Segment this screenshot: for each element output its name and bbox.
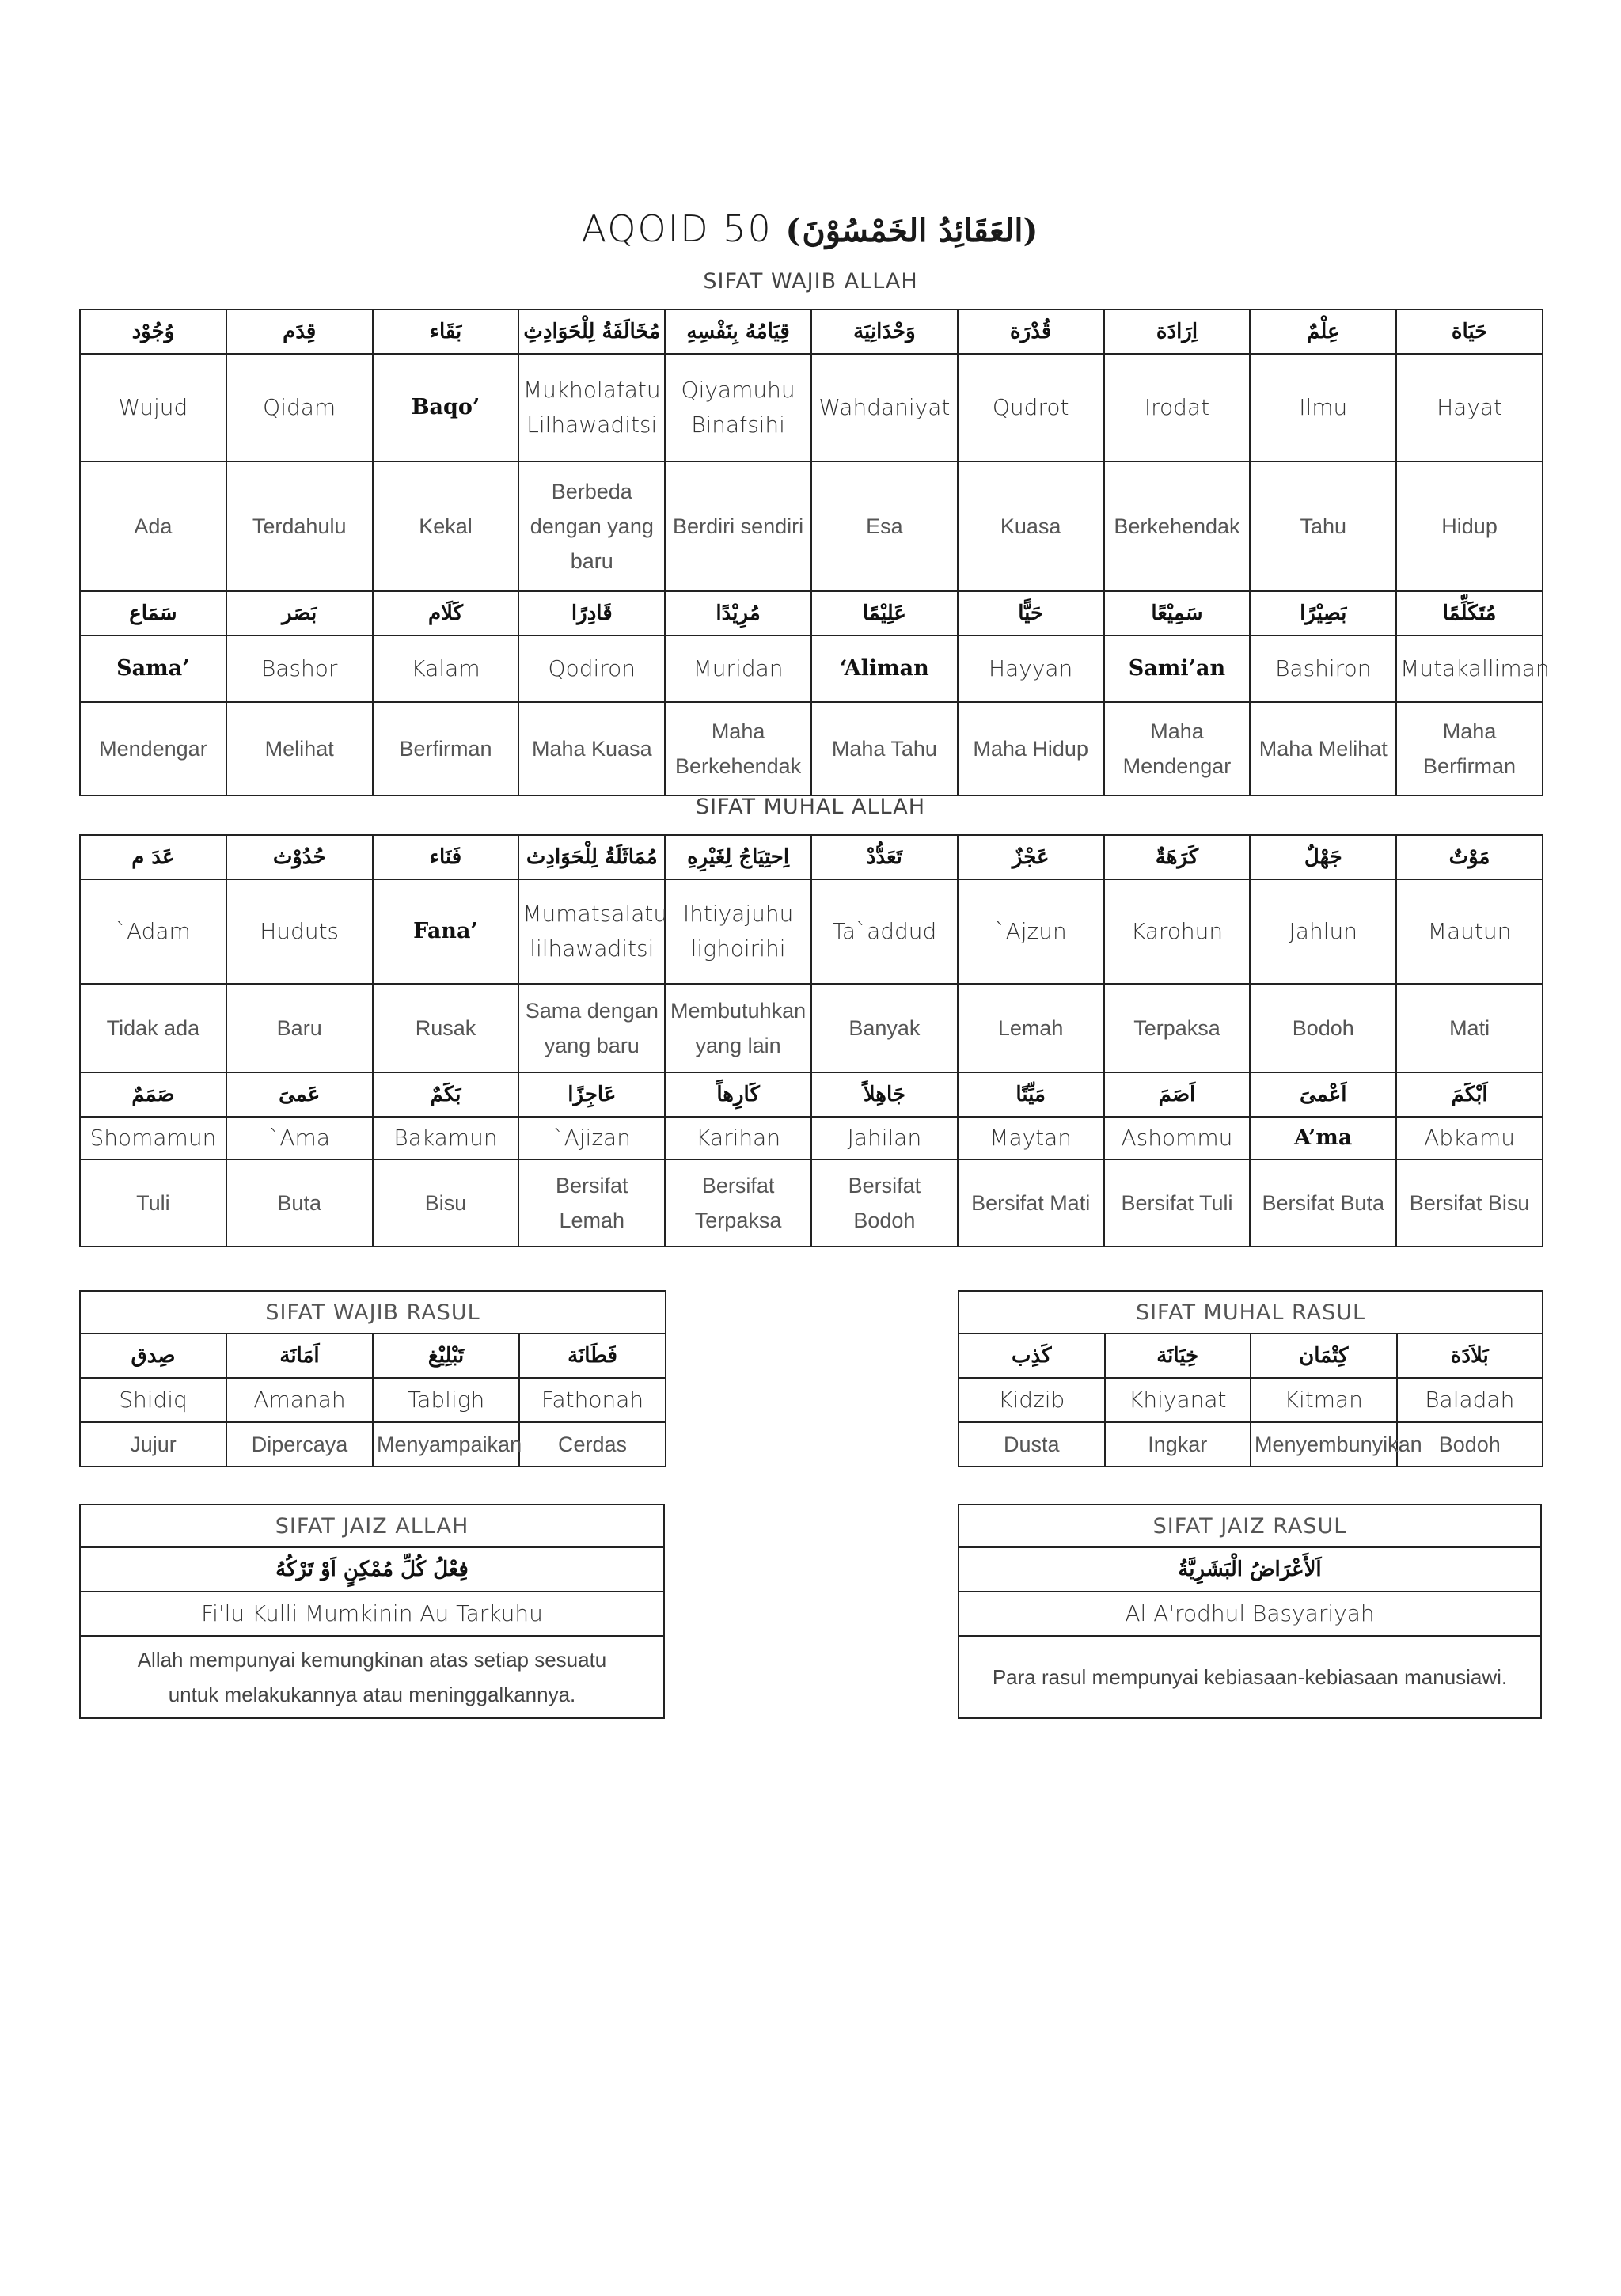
arabic-cell: قَادِرًا [518, 591, 665, 636]
meaning-cell: Menyampaikan [373, 1422, 519, 1467]
latin-row [80, 1378, 666, 1422]
meaning-cell: Dipercaya [226, 1422, 373, 1467]
arabic-cell: عَمىَ [226, 1072, 373, 1117]
arabic-row [80, 309, 1543, 354]
arabic-cell: حَيًّا [958, 591, 1104, 636]
meaning-cell: Kuasa [958, 461, 1104, 591]
arabic-cell: كَذِب [959, 1334, 1105, 1378]
latin-cell: Qiyamuhu Binafsihi [665, 354, 811, 461]
latin-cell: Ilmu [1250, 354, 1396, 461]
latin-cell: `Ajzun [958, 879, 1104, 984]
wajib-rasul-label: SIFAT WAJIB RASUL [80, 1291, 666, 1334]
latin-cell: Shomamun [80, 1117, 226, 1159]
latin-cell: Shidiq [80, 1378, 226, 1422]
arabic-cell: عَلِيْمًا [811, 591, 958, 636]
latin-row [959, 1378, 1543, 1422]
arabic-cell: بَقَاء [373, 309, 519, 354]
latin-cell: Baladah [1397, 1378, 1543, 1422]
meaning-cell: Ada [80, 461, 226, 591]
latin-cell: Qudrot [958, 354, 1104, 461]
arabic-cell: اَمَانَة [226, 1334, 373, 1378]
latin-cell: Qidam [226, 354, 373, 461]
meaning-cell: Melihat [226, 702, 373, 795]
wajib-rasul-table [79, 1290, 666, 1467]
arabic-cell: اِحتِيَاجُ لِغَيْرِهِ [665, 835, 811, 879]
arabic-cell: قِدَم [226, 309, 373, 354]
latin-row [80, 879, 1543, 984]
meaning-cell: Hidup [1396, 461, 1543, 591]
jaiz-allah-arabic: فِعْلُ كُلِّ مُمْكِنٍ اَوْ تَرْكُهُ [80, 1547, 664, 1592]
meaning-cell: Esa [811, 461, 958, 591]
latin-cell: Mautun [1396, 879, 1543, 984]
meaning-cell: Maha Melihat [1250, 702, 1396, 795]
meaning-row [80, 1422, 666, 1467]
latin-cell: Kidzib [959, 1378, 1105, 1422]
meaning-cell: Bersifat Lemah [518, 1159, 665, 1247]
latin-cell: Ihtiyajuhu lighoirihi [665, 879, 811, 984]
latin-row [80, 1117, 1543, 1159]
latin-cell: Amanah [226, 1378, 373, 1422]
meaning-cell: Bersifat Bodoh [811, 1159, 958, 1247]
meaning-row [959, 1422, 1543, 1467]
latin-row [80, 354, 1543, 461]
arabic-cell: كَرَهَةٌ [1104, 835, 1251, 879]
meaning-cell: Bodoh [1250, 984, 1396, 1072]
arabic-cell: كَلَام [373, 591, 519, 636]
wajib-allah-label: SIFAT WAJIB ALLAH [703, 269, 918, 294]
arabic-cell: سَمَاع [80, 591, 226, 636]
arabic-row [959, 1334, 1543, 1378]
meaning-cell: Rusak [373, 984, 519, 1072]
meaning-cell: Tidak ada [80, 984, 226, 1072]
latin-cell: Karihan [665, 1117, 811, 1159]
arabic-cell: صِدق [80, 1334, 226, 1378]
jaiz-allah-meaning: Allah mempunyai kemungkinan atas setiap sesuatu untuk melakukannya atau meninggalkannya. [80, 1636, 664, 1718]
arabic-row [80, 1334, 666, 1378]
latin-row [80, 636, 1543, 702]
arabic-cell: فَنَاء [373, 835, 519, 879]
muhal-rasul-label: SIFAT MUHAL RASUL [959, 1291, 1543, 1334]
meaning-cell: Maha Tahu [811, 702, 958, 795]
latin-cell: Jahilan [811, 1117, 958, 1159]
meaning-cell: Jujur [80, 1422, 226, 1467]
meaning-cell: Sama dengan yang baru [518, 984, 665, 1072]
wajib-allah-table [79, 309, 1550, 796]
meaning-cell: Bersifat Mati [958, 1159, 1104, 1247]
latin-cell: Mutakalliman [1396, 636, 1543, 702]
arabic-cell: تَعَدُّدْ [811, 835, 958, 879]
latin-cell: Kalam [373, 636, 519, 702]
latin-cell: Irodat [1104, 354, 1251, 461]
arabic-cell: قِيَامُهُ بِنَفْسِهِ [665, 309, 811, 354]
jaiz-rasul-latin: Al A'rodhul Basyariyah [959, 1592, 1541, 1636]
meaning-cell: Mendengar [80, 702, 226, 795]
latin-cell: Hayyan [958, 636, 1104, 702]
meaning-cell: Tahu [1250, 461, 1396, 591]
latin-cell: Hayat [1396, 354, 1543, 461]
jaiz-allah-latin: Fi'lu Kulli Mumkinin Au Tarkuhu [80, 1592, 664, 1636]
meaning-cell: Berfirman [373, 702, 519, 795]
latin-cell: Wahdaniyat [811, 354, 958, 461]
arabic-cell: مَيِّتًا [958, 1072, 1104, 1117]
arabic-cell: مَوْتٌ [1396, 835, 1543, 879]
latin-cell: `Ajizan [518, 1117, 665, 1159]
latin-cell: ‘Aliman [811, 636, 958, 702]
arabic-cell: وَحْدَانِيَة [811, 309, 958, 354]
meaning-cell: Maha Mendengar [1104, 702, 1251, 795]
jaiz-rasul-table [958, 1504, 1542, 1719]
meaning-row [80, 984, 1543, 1072]
meaning-row [80, 702, 1543, 795]
meaning-cell: Buta [226, 1159, 373, 1247]
arabic-cell: صَمَمٌ [80, 1072, 226, 1117]
arabic-cell: بَلاَدَة [1397, 1334, 1543, 1378]
latin-cell: Qodiron [518, 636, 665, 702]
latin-cell: `Adam [80, 879, 226, 984]
latin-cell: Sami’an [1104, 636, 1251, 702]
arabic-row [80, 591, 1543, 636]
arabic-cell: كَارِهاً [665, 1072, 811, 1117]
meaning-cell: Mati [1396, 984, 1543, 1072]
latin-cell: Bakamun [373, 1117, 519, 1159]
arabic-cell: بَصِيْرًا [1250, 591, 1396, 636]
arabic-row [80, 835, 1543, 879]
meaning-cell: Berkehendak [1104, 461, 1251, 591]
latin-cell: Khiyanat [1105, 1378, 1251, 1422]
meaning-cell: Tuli [80, 1159, 226, 1247]
latin-cell: A’ma [1250, 1117, 1396, 1159]
muhal-rasul-table [958, 1290, 1543, 1467]
latin-cell: Wujud [80, 354, 226, 461]
arabic-cell: بَكَمٌ [373, 1072, 519, 1117]
arabic-cell: تَبْلِيْغ [373, 1334, 519, 1378]
latin-cell: Baqo’ [373, 354, 519, 461]
meaning-cell: Cerdas [519, 1422, 666, 1467]
arabic-row [80, 1072, 1543, 1117]
latin-cell: Abkamu [1396, 1117, 1543, 1159]
meaning-cell: Dusta [959, 1422, 1105, 1467]
header-row [80, 1291, 666, 1334]
latin-cell: Fathonah [519, 1378, 666, 1422]
arabic-cell: حُدُوْث [226, 835, 373, 879]
arabic-cell: عِلْمٌ [1250, 309, 1396, 354]
arabic-cell: بَصَر [226, 591, 373, 636]
page-title [0, 207, 1621, 250]
arabic-cell: عَاجِزًا [518, 1072, 665, 1117]
arabic-cell: وُجُوْد [80, 309, 226, 354]
latin-cell: Ta`addud [811, 879, 958, 984]
latin-cell: Sama’ [80, 636, 226, 702]
arabic-cell: عَدَ م [80, 835, 226, 879]
meaning-cell: Maha Kuasa [518, 702, 665, 795]
arabic-cell: حَيَاة [1396, 309, 1543, 354]
meaning-cell: Banyak [811, 984, 958, 1072]
meaning-row [80, 1159, 1543, 1247]
meaning-cell: Lemah [958, 984, 1104, 1072]
meaning-cell: Bersifat Buta [1250, 1159, 1396, 1247]
jaiz-rasul-arabic: اَلأَعْرَاضُ الْبَشَرِيَّةُ [959, 1547, 1541, 1592]
arabic-cell: مُمَاثَلَةُ لِلْحَوَادِث [518, 835, 665, 879]
latin-cell: Jahlun [1250, 879, 1396, 984]
arabic-cell: اِرَادَة [1104, 309, 1251, 354]
arabic-cell: جَهْلٌ [1250, 835, 1396, 879]
title-arabic: (العَقَائِدُ الخَمْسُوْنَ) [785, 212, 1040, 249]
arabic-cell: كِتْمَان [1251, 1334, 1397, 1378]
meaning-cell: Bersifat Bisu [1396, 1159, 1543, 1247]
arabic-cell: خِيَانَة [1105, 1334, 1251, 1378]
latin-cell: Ashommu [1104, 1117, 1251, 1159]
latin-cell: Fana’ [373, 879, 519, 984]
arabic-cell: مُتَكَلِّمًا [1396, 591, 1543, 636]
meaning-cell: Berdiri sendiri [665, 461, 811, 591]
arabic-cell: مُرِيْدًا [665, 591, 811, 636]
jaiz-allah-table [79, 1504, 665, 1719]
meaning-row [80, 461, 1543, 591]
arabic-cell: اَبْكَمَ [1396, 1072, 1543, 1117]
meaning-cell: Bersifat Tuli [1104, 1159, 1251, 1247]
meaning-cell: Berbeda dengan yang baru [518, 461, 665, 591]
meaning-cell: Maha Hidup [958, 702, 1104, 795]
latin-cell: `Ama [226, 1117, 373, 1159]
latin-cell: Muridan [665, 636, 811, 702]
meaning-cell: Menyembunyikan [1251, 1422, 1397, 1467]
arabic-cell: اَصَمَ [1104, 1072, 1251, 1117]
arabic-cell: عَجْزٌ [958, 835, 1104, 879]
meaning-cell: Terpaksa [1104, 984, 1251, 1072]
meaning-cell: Bodoh [1397, 1422, 1543, 1467]
jaiz-rasul-label: SIFAT JAIZ RASUL [959, 1505, 1541, 1547]
meaning-cell: Ingkar [1105, 1422, 1251, 1467]
muhal-allah-label: SIFAT MUHAL ALLAH [695, 795, 925, 819]
meaning-cell: Bersifat Terpaksa [665, 1159, 811, 1247]
latin-cell: Karohun [1104, 879, 1251, 984]
header-row [959, 1291, 1543, 1334]
title-latin: AQOID 50 [581, 207, 773, 250]
arabic-cell: اَعْمىَ [1250, 1072, 1396, 1117]
latin-cell: Kitman [1251, 1378, 1397, 1422]
latin-cell: Huduts [226, 879, 373, 984]
latin-cell: Mukholafatu Lilhawaditsi [518, 354, 665, 461]
latin-cell: Bashiron [1250, 636, 1396, 702]
arabic-cell: قُدْرَة [958, 309, 1104, 354]
meaning-cell: Membutuhkan yang lain [665, 984, 811, 1072]
jaiz-rasul-meaning: Para rasul mempunyai kebiasaan-kebiasaan manusiawi. [959, 1636, 1541, 1718]
meaning-cell: Maha Berkehendak [665, 702, 811, 795]
meaning-cell: Maha Berfirman [1396, 702, 1543, 795]
latin-cell: Tabligh [373, 1378, 519, 1422]
arabic-cell: مُخَالَفَةُ لِلْحَوَادِثِ [518, 309, 665, 354]
jaiz-allah-label: SIFAT JAIZ ALLAH [80, 1505, 664, 1547]
latin-cell: Mumatsalatu lilhawaditsi [518, 879, 665, 984]
meaning-cell: Bisu [373, 1159, 519, 1247]
meaning-cell: Terdahulu [226, 461, 373, 591]
meaning-cell: Baru [226, 984, 373, 1072]
latin-cell: Maytan [958, 1117, 1104, 1159]
meaning-cell: Kekal [373, 461, 519, 591]
arabic-cell: سَمِيْعًا [1104, 591, 1251, 636]
arabic-cell: فَطَانَة [519, 1334, 666, 1378]
muhal-allah-table [79, 834, 1543, 1247]
latin-cell: Bashor [226, 636, 373, 702]
arabic-cell: جَاهِلاً [811, 1072, 958, 1117]
